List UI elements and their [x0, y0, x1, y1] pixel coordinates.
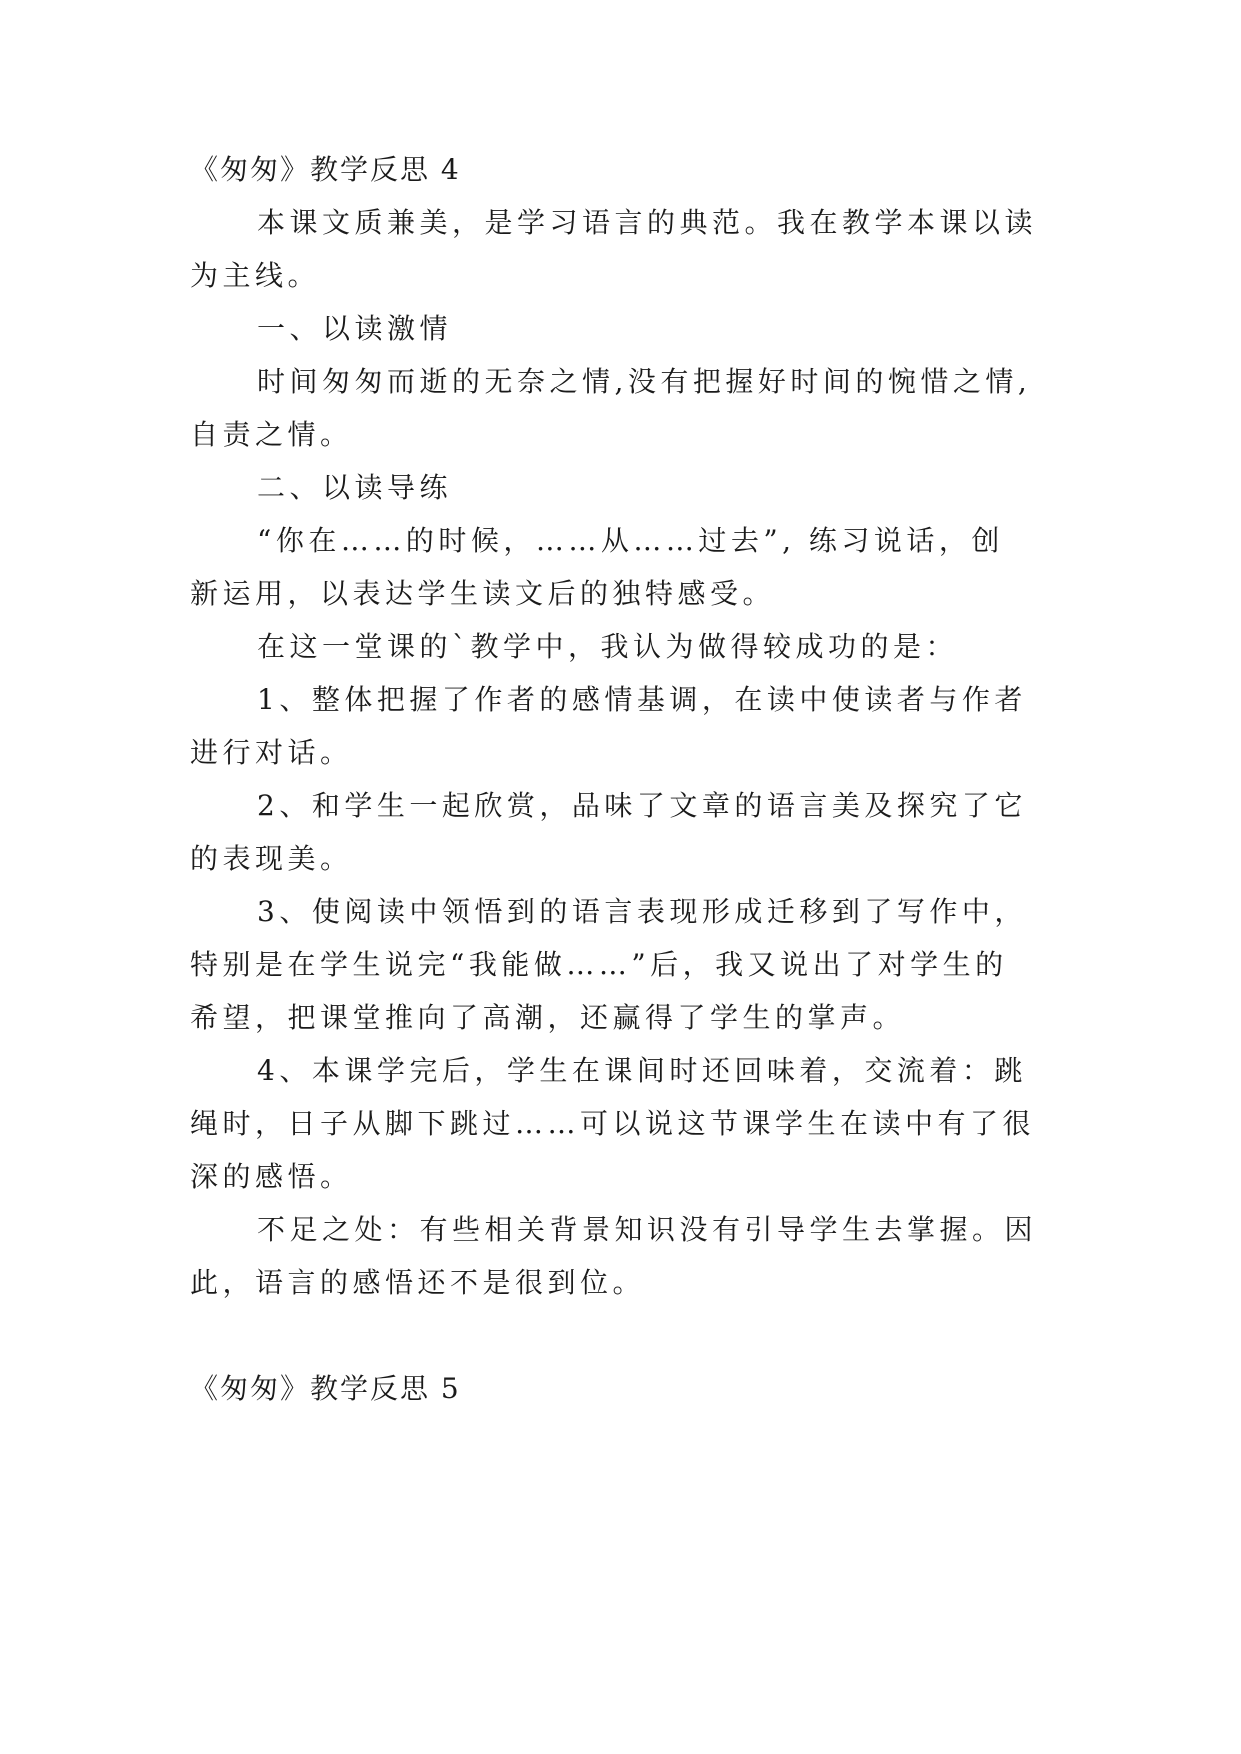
paragraph-5-line-2: 进行对话。	[190, 736, 353, 769]
paragraph-7-line-1: 3、使阅读中领悟到的语言表现形成迁移到了写作中，	[257, 895, 1027, 928]
paragraph-6-line-1: 2、和学生一起欣赏，品味了文章的语言美及探究了它	[257, 789, 1027, 822]
section-5-title: 《匆匆》教学反思 5	[190, 1372, 461, 1405]
paragraph-3-line-1: “你在……的时候，……从……过去”, 练习说话，创	[257, 524, 1004, 557]
paragraph-6-line-2: 的表现美。	[190, 842, 353, 875]
subheading-1: 一、以读激情	[257, 312, 453, 345]
paragraph-8-line-3: 深的感悟。	[190, 1160, 353, 1193]
subheading-2: 二、以读导练	[257, 471, 453, 504]
paragraph-2-line-1: 时间匆匆而逝的无奈之情,没有把握好时间的惋惜之情,	[257, 365, 1032, 398]
paragraph-3-line-2: 新运用，以表达学生读文后的独特感受。	[190, 577, 776, 610]
paragraph-4-line-1: 在这一堂课的`教学中，我认为做得较成功的是：	[257, 630, 959, 663]
paragraph-9-line-2: 此，语言的感悟还不是很到位。	[190, 1266, 646, 1299]
section-4-title: 《匆匆》教学反思 4	[190, 153, 461, 186]
paragraph-7-line-3: 希望，把课堂推向了高潮，还赢得了学生的掌声。	[190, 1001, 906, 1034]
paragraph-8-line-2: 绳时，日子从脚下跳过……可以说这节课学生在读中有了很	[190, 1107, 1036, 1140]
paragraph-9-line-1: 不足之处：有些相关背景知识没有引导学生去掌握。因	[257, 1213, 1038, 1246]
paragraph-5-line-1: 1、整体把握了作者的感情基调，在读中使读者与作者	[257, 683, 1027, 716]
paragraph-7-line-2: 特别是在学生说完“我能做……”后，我又说出了对学生的	[190, 948, 1008, 981]
paragraph-8-line-1: 4、本课学完后，学生在课间时还回味着，交流着：跳	[257, 1054, 1027, 1087]
paragraph-2-line-2: 自责之情。	[190, 418, 353, 451]
paragraph-1-line-1: 本课文质兼美，是学习语言的典范。我在教学本课以读	[257, 206, 1038, 239]
paragraph-1-line-2: 为主线。	[190, 259, 321, 292]
